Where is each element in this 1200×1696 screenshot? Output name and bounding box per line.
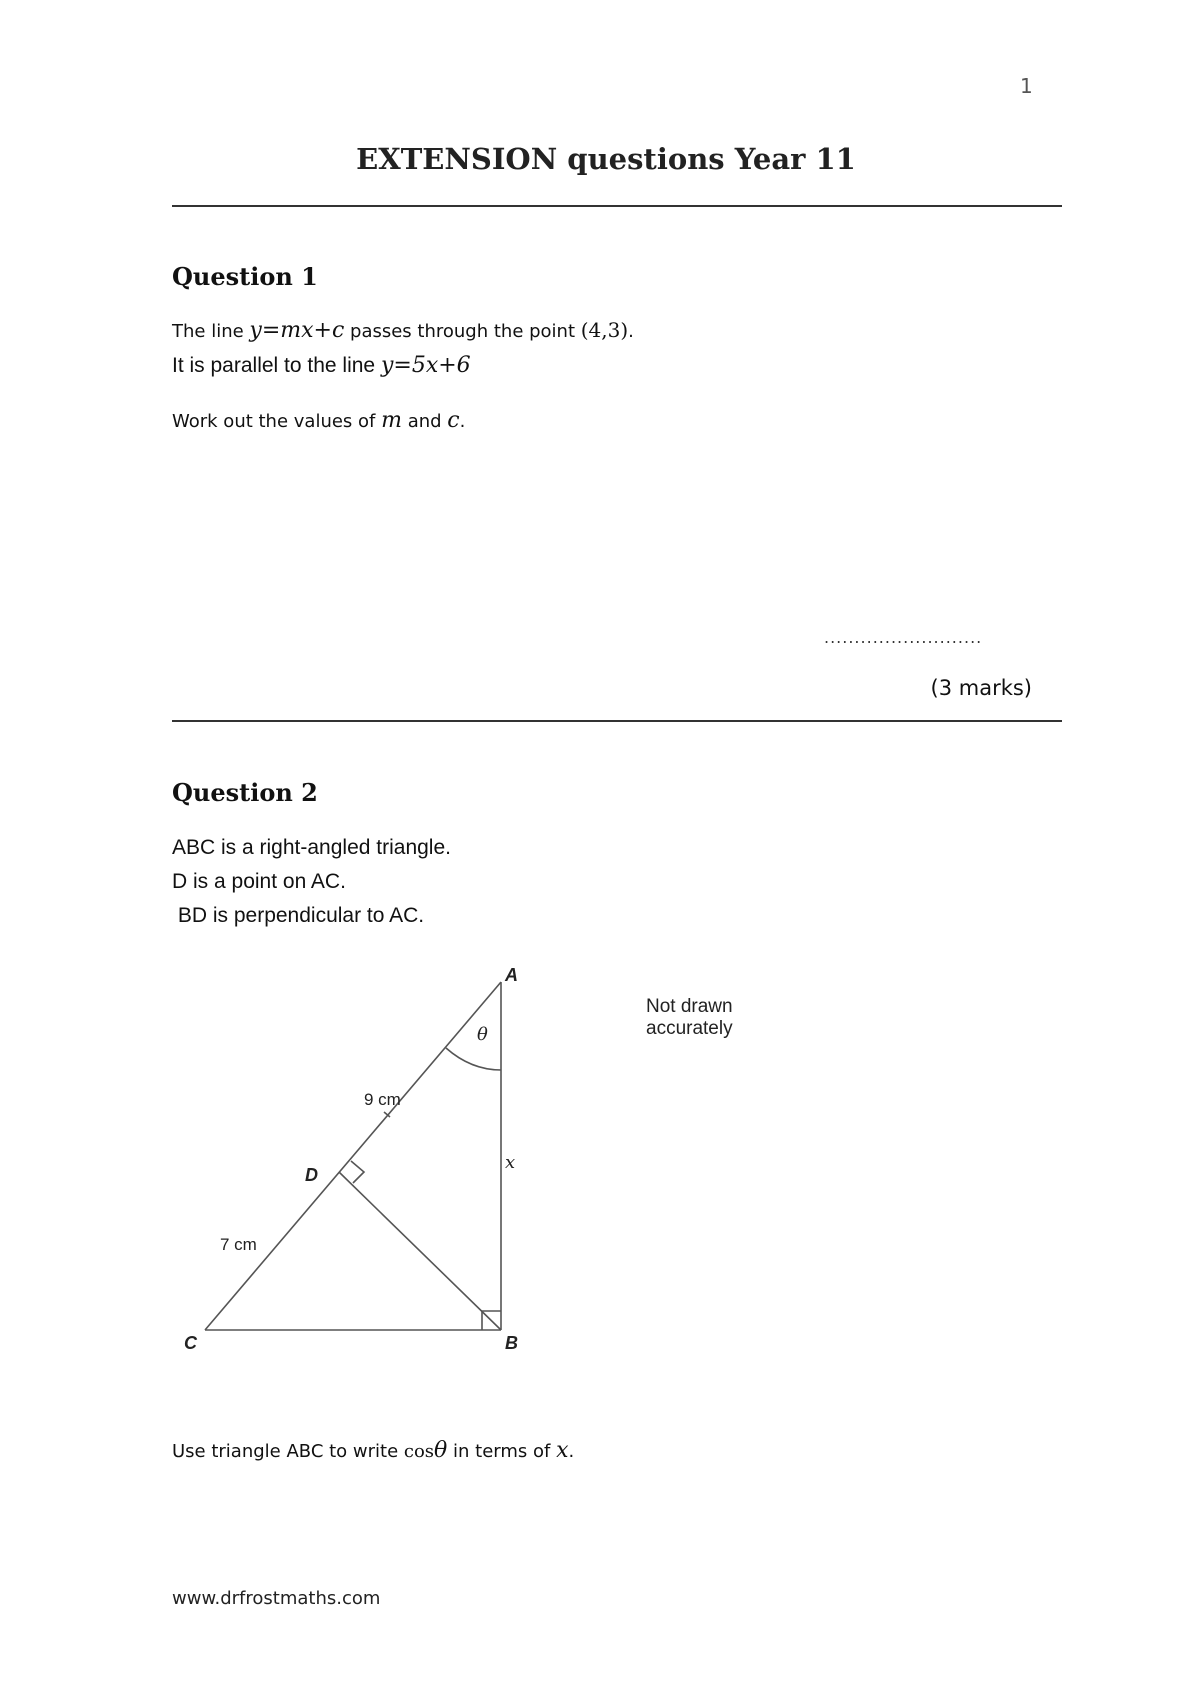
right-angle-mark-d: [351, 1161, 364, 1183]
variable-x: x: [556, 1438, 569, 1463]
footer-url[interactable]: www.drfrostmaths.com: [172, 1588, 381, 1609]
label-theta: θ: [477, 1024, 488, 1045]
note-line-1: Not drawn: [646, 996, 733, 1017]
question-2-heading: Question 2: [172, 778, 318, 807]
variable-c: c: [447, 408, 460, 433]
label-length-dc: 7 cm: [220, 1235, 257, 1254]
label-x: x: [505, 1152, 516, 1173]
triangle-diagram: [160, 950, 560, 1360]
question-1-line-3-text-b: and: [401, 411, 448, 432]
document-title: EXTENSION questions Year 11: [356, 142, 856, 176]
label-d: D: [305, 1165, 318, 1185]
equation-y-mx-c: y=mx+c: [249, 318, 345, 343]
question-1-marks: (3 marks): [930, 676, 1032, 700]
question-1-line-3-text-a: Work out the values of: [172, 411, 382, 432]
cos-function: cos: [403, 1441, 435, 1462]
instruction-period: .: [568, 1441, 575, 1462]
question-2-instruction: [172, 1440, 574, 1462]
angle-arc-theta: [446, 1048, 501, 1070]
variable-m: m: [381, 408, 402, 433]
question-1-line-2: [172, 355, 471, 377]
question-1-line-1-period: .: [628, 321, 634, 342]
question-2-line-1: ABC is a right-angled triangle.: [172, 836, 451, 859]
label-b: B: [505, 1333, 518, 1353]
variable-theta: θ: [434, 1438, 448, 1463]
page-number: 1: [1020, 74, 1033, 98]
side-ac: [205, 982, 501, 1330]
label-c: C: [184, 1333, 197, 1353]
question-1-line-1: [172, 320, 634, 342]
question-2-line-2: D is a point on AC.: [172, 870, 346, 893]
question-1-line-3-period: .: [459, 411, 466, 432]
point-4-3: (4,3): [580, 318, 629, 342]
question-2-line-3: BD is perpendicular to AC.: [172, 904, 425, 927]
instruction-text-a: Use triangle ABC to write: [172, 1441, 404, 1462]
label-a: A: [505, 965, 518, 985]
equation-y-5x-6: y=5x+6: [380, 353, 471, 378]
segment-bd: [339, 1172, 501, 1330]
question-1-line-1-text-b: passes through the point: [344, 321, 581, 342]
note-line-2: accurately: [646, 1018, 733, 1039]
question-1-line-2-text: It is parallel to the line: [172, 354, 381, 377]
answer-line[interactable]: ..........................: [824, 628, 983, 647]
question-1-line-3: [172, 410, 465, 432]
divider-question-1: [172, 720, 1062, 722]
instruction-text-b: in terms of: [447, 1441, 557, 1462]
label-length-ad: 9 cm: [364, 1090, 401, 1109]
question-1-heading: Question 1: [172, 262, 318, 291]
not-drawn-accurately-note: [646, 996, 733, 1040]
divider-top: [172, 205, 1062, 207]
question-1-line-1-text-a: The line: [172, 321, 250, 342]
